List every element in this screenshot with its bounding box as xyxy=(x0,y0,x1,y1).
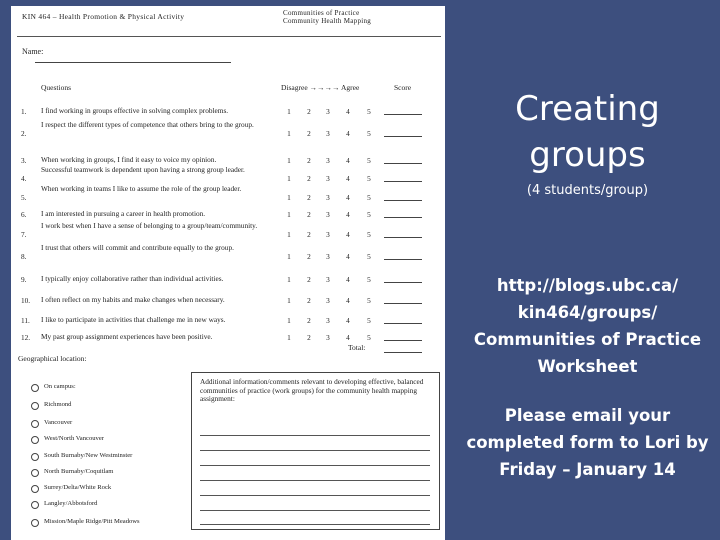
rating-option[interactable]: 3 xyxy=(326,174,330,183)
rating-option[interactable]: 5 xyxy=(367,333,371,342)
radio-button[interactable] xyxy=(31,469,39,477)
comment-line xyxy=(200,524,430,525)
question-number: 6. xyxy=(21,210,27,219)
rating-option[interactable]: 2 xyxy=(307,230,311,239)
rating-option[interactable]: 5 xyxy=(367,275,371,284)
score-field[interactable] xyxy=(384,217,422,218)
question-row xyxy=(11,293,445,307)
rating-option[interactable]: 2 xyxy=(307,107,311,116)
rating-option[interactable]: 2 xyxy=(307,296,311,305)
radio-button[interactable] xyxy=(31,384,39,392)
rating-option[interactable]: 4 xyxy=(346,296,350,305)
rating-option[interactable]: 1 xyxy=(287,129,291,138)
course-header: KIN 464 – Health Promotion & Physical Activity xyxy=(22,12,185,21)
score-field[interactable] xyxy=(384,340,422,341)
rating-option[interactable]: 5 xyxy=(367,156,371,165)
question-row xyxy=(11,165,445,185)
rating-option[interactable]: 5 xyxy=(367,107,371,116)
question-row xyxy=(11,207,445,221)
question-number: 7. xyxy=(21,230,27,239)
rating-option[interactable]: 4 xyxy=(346,129,350,138)
radio-button[interactable] xyxy=(31,453,39,461)
question-text: I work best when I have a sense of belonging to a group/team/community. xyxy=(41,221,258,230)
score-field[interactable] xyxy=(384,237,422,238)
rating-option[interactable]: 4 xyxy=(346,275,350,284)
question-text: When working in teams I like to assume the role of the group leader. xyxy=(41,184,242,193)
rating-option[interactable]: 1 xyxy=(287,193,291,202)
rating-option[interactable]: 3 xyxy=(326,107,330,116)
question-number: 3. xyxy=(21,156,27,165)
rating-option[interactable]: 2 xyxy=(307,210,311,219)
radio-button[interactable] xyxy=(31,402,39,410)
rating-option[interactable]: 5 xyxy=(367,174,371,183)
rating-option[interactable]: 2 xyxy=(307,275,311,284)
rating-option[interactable]: 1 xyxy=(287,156,291,165)
slide-title: Creating groups xyxy=(515,89,660,175)
rating-option[interactable]: 3 xyxy=(326,316,330,325)
radio-button[interactable] xyxy=(31,485,39,493)
radio-button[interactable] xyxy=(31,420,39,428)
rating-option[interactable]: 4 xyxy=(346,210,350,219)
score-field[interactable] xyxy=(384,114,422,115)
score-field[interactable] xyxy=(384,259,422,260)
questions-column-header: Questions xyxy=(41,83,71,92)
rating-option[interactable]: 1 xyxy=(287,296,291,305)
rating-option[interactable]: 4 xyxy=(346,230,350,239)
question-row xyxy=(11,243,445,263)
rating-option[interactable]: 2 xyxy=(307,193,311,202)
worksheet-title xyxy=(283,9,371,25)
question-number: 1. xyxy=(21,107,27,116)
comment-line xyxy=(200,450,430,451)
rating-option[interactable]: 4 xyxy=(346,107,350,116)
rating-option[interactable]: 5 xyxy=(367,316,371,325)
rating-option[interactable]: 3 xyxy=(326,333,330,342)
score-column-header: Score xyxy=(394,83,412,92)
rating-option[interactable]: 3 xyxy=(326,210,330,219)
comments-box xyxy=(191,372,440,530)
worksheet-title-line1: Communities of Practice xyxy=(283,9,360,17)
rating-option[interactable]: 4 xyxy=(346,316,350,325)
question-number: 10. xyxy=(21,296,31,305)
name-field xyxy=(35,62,231,63)
name-label: Name: xyxy=(22,47,44,56)
scale-column-header: Disagree →→→→ Agree xyxy=(281,83,360,92)
question-row xyxy=(11,104,445,118)
rating-option[interactable]: 4 xyxy=(346,333,350,342)
rating-option[interactable]: 1 xyxy=(287,107,291,116)
question-text: I typically enjoy collaborative rather than individual activities. xyxy=(41,274,224,283)
rating-option[interactable]: 4 xyxy=(346,156,350,165)
slide-subtitle: (4 students/group) xyxy=(526,183,649,198)
location-label: Richmond xyxy=(44,401,72,408)
rating-option[interactable]: 3 xyxy=(326,156,330,165)
score-field[interactable] xyxy=(384,282,422,283)
rating-option[interactable]: 5 xyxy=(367,296,371,305)
question-number: 2. xyxy=(21,129,27,138)
total-label: Total: xyxy=(348,343,366,352)
rating-option[interactable]: 5 xyxy=(367,230,371,239)
rating-option[interactable]: 1 xyxy=(287,174,291,183)
rating-option[interactable]: 5 xyxy=(367,252,371,261)
question-text: When working in groups, I find it easy to voice my opinion. xyxy=(41,155,217,164)
comment-line xyxy=(200,495,430,496)
rating-option[interactable]: 3 xyxy=(326,193,330,202)
rating-option[interactable]: 5 xyxy=(367,193,371,202)
rating-option[interactable]: 1 xyxy=(287,252,291,261)
comment-line xyxy=(200,510,430,511)
radio-button[interactable] xyxy=(31,519,39,527)
radio-button[interactable] xyxy=(31,436,39,444)
question-row xyxy=(11,120,445,140)
question-text: Successful teamwork is dependent upon having a strong group leader. xyxy=(41,165,245,174)
comments-prompt: Additional information/comments relevant to developing effective, balanced communities of practice (work groups) for the community health mapping assignment: xyxy=(200,377,424,403)
question-row xyxy=(11,272,445,286)
question-number: 9. xyxy=(21,275,27,284)
question-text: I respect the different types of competence that others bring to the group. xyxy=(41,120,254,129)
comment-line xyxy=(200,435,430,436)
rating-option[interactable]: 3 xyxy=(326,230,330,239)
question-number: 11. xyxy=(21,316,30,325)
radio-button[interactable] xyxy=(31,501,39,509)
rating-option[interactable]: 2 xyxy=(307,156,311,165)
rating-option[interactable]: 2 xyxy=(307,316,311,325)
rating-option[interactable]: 1 xyxy=(287,333,291,342)
rating-option[interactable]: 4 xyxy=(346,193,350,202)
question-row xyxy=(11,313,445,327)
location-label: Mission/Maple Ridge/Pitt Meadows xyxy=(44,518,140,525)
score-field[interactable] xyxy=(384,163,422,164)
question-number: 5. xyxy=(21,193,27,202)
question-row xyxy=(11,330,445,344)
comment-line xyxy=(200,480,430,481)
location-label: North Burnaby/Coquitlam xyxy=(44,468,114,475)
comment-line xyxy=(200,465,430,466)
question-row xyxy=(11,184,445,204)
question-text: I like to participate in activities that challenge me in new ways. xyxy=(41,315,226,324)
score-field[interactable] xyxy=(384,323,422,324)
rating-option[interactable]: 3 xyxy=(326,296,330,305)
location-label: Vancouver xyxy=(44,419,73,426)
rating-option[interactable]: 1 xyxy=(287,316,291,325)
location-label: West/North Vancouver xyxy=(44,435,104,442)
question-text: My past group assignment experiences have been positive. xyxy=(41,332,213,341)
score-field[interactable] xyxy=(384,303,422,304)
rating-option[interactable]: 3 xyxy=(326,252,330,261)
score-field[interactable] xyxy=(384,136,422,137)
rating-option[interactable]: 1 xyxy=(287,275,291,284)
geo-location-label: Geographical location: xyxy=(18,354,87,363)
worksheet-title-line2: Community Health Mapping xyxy=(283,17,372,25)
rating-option[interactable]: 1 xyxy=(287,210,291,219)
rating-option[interactable]: 4 xyxy=(346,174,350,183)
question-text: I am interested in pursuing a career in health promotion. xyxy=(41,209,206,218)
score-field[interactable] xyxy=(384,181,422,182)
rating-option[interactable]: 3 xyxy=(326,129,330,138)
rating-option[interactable]: 2 xyxy=(307,333,311,342)
question-row xyxy=(11,221,445,241)
rating-option[interactable]: 1 xyxy=(287,230,291,239)
location-label: Langley/Abbotsford xyxy=(44,500,98,507)
email-instruction: Please email your completed form to Lori by Friday – January 14 xyxy=(466,406,709,479)
location-label: South Burnaby/New Westminster xyxy=(44,452,133,459)
question-number: 12. xyxy=(21,333,31,342)
score-field[interactable] xyxy=(384,200,422,201)
total-field xyxy=(384,352,422,353)
location-label: On campus: xyxy=(44,383,76,390)
rating-option[interactable]: 5 xyxy=(367,210,371,219)
worksheet-link[interactable]: http://blogs.ubc.ca/ kin464/groups/ Communities of Practice Worksheet xyxy=(473,276,702,376)
question-text: I often reflect on my habits and make changes when necessary. xyxy=(41,295,225,304)
question-text: I trust that others will commit and contribute equally to the group. xyxy=(41,243,234,252)
header-divider xyxy=(17,36,441,37)
location-label: Surrey/Delta/White Rock xyxy=(44,484,112,491)
rating-option[interactable]: 4 xyxy=(346,252,350,261)
question-text: I find working in groups effective in solving complex problems. xyxy=(41,106,229,115)
question-number: 8. xyxy=(21,252,27,261)
rating-option[interactable]: 2 xyxy=(307,252,311,261)
rating-option[interactable]: 5 xyxy=(367,129,371,138)
worksheet-image xyxy=(11,6,445,540)
rating-option[interactable]: 2 xyxy=(307,174,311,183)
rating-option[interactable]: 3 xyxy=(326,275,330,284)
question-number: 4. xyxy=(21,174,27,183)
rating-option[interactable]: 2 xyxy=(307,129,311,138)
